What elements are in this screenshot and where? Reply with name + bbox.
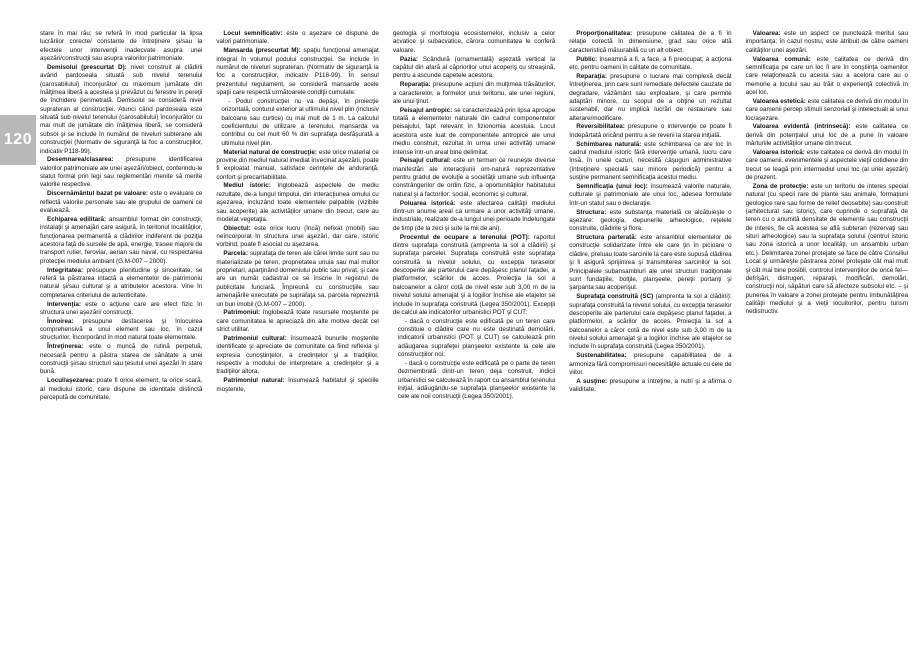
text-column (216, 30, 378, 640)
glossary-term: Reparaţia: (576, 72, 608, 80)
glossary-definition: este calitatea ce derivă din modul în care oamenii percep stimuli senzoriali şi intelectuali ai unui loc/aşezare. (745, 97, 909, 122)
glossary-entry (40, 64, 202, 156)
text-column (40, 30, 202, 640)
glossary-definition: se caracterizează prin lipsa aproape totală a elementelor naturale din cadrul componentelor peisajului, fapt relevant în fizionomia acestuia. Locul acestora este luat de componentele antropice ale unui mediu construit, rezultat în urma unei activităţi umane intense într-un areal bine delimitat. (392, 106, 556, 156)
glossary-term: Reversibilitatea: (576, 123, 625, 131)
glossary-term: Valoarea estetică: (752, 97, 806, 105)
glossary-entry (40, 267, 202, 300)
glossary-definition: - dacă o construcţie este edificată pe un teren care constituie o clădire care nu este destinată demolării, indicatorii urbanistici (POT şi CUT) se calculează prin adăugarea suprafeţei planşeelor existente la cele ale construcţiilor noi; (397, 317, 556, 359)
text-column (746, 30, 908, 640)
glossary-entry (216, 98, 378, 148)
glossary-term: Locul semnificativ: (223, 30, 283, 37)
glossary-entry (569, 141, 731, 183)
glossary-term: Peisajul antropic: (399, 106, 453, 114)
glossary-term: Valoarea istorică: (752, 149, 805, 157)
glossary-definition: presupune plenitudine şi sinceritate, se referă la păstrarea intactă a elementelor de patrimoniu natural şi/sau cultural şi a atributelor acestora. Vine în completarea criteriului de autenticitate. (40, 266, 203, 299)
glossary-definition: presupune acţiuni din mulţimea trăsăturilor, a caracterelor, a formelor unui teritoriu, ale unei regiuni, ale unui ţinut. (392, 81, 556, 105)
glossary-entry (746, 98, 908, 123)
glossary-entry (746, 149, 908, 182)
glossary-term: Locul/aşezarea: (47, 377, 95, 385)
glossary-entry (569, 56, 731, 73)
glossary-term: Structura parterată: (576, 234, 637, 242)
glossary-definition: înseamnă a fi, a face, a fi preocupat, a acţiona etc. pentru oameni în calitate de comunitate. (569, 55, 732, 71)
glossary-entry (216, 47, 378, 97)
glossary-term: Obiectul: (223, 224, 251, 232)
glossary-entry (393, 107, 555, 157)
glossary-definition: presupune a întreţine, a nutri şi a afirma o validitate. (569, 377, 732, 394)
glossary-entry (216, 182, 378, 224)
glossary-term: Peisajul cultural: (399, 157, 451, 165)
glossary-entry (216, 225, 378, 250)
glossary-definition: este un teritoriu de interes special natural (cu specii rare de plante sau animale, formaţiuni geologice rare sau forme de relief deosebite) sau construit (arhitectural sau istoric), care cuprinde o suprafaţă de teren cu o anumită densitate de elemente sau construcţii de interes, fie că acestea se află subteran (rezervaţi sau situri arheologice) sau la suprafaţa solului (centrul istoric sau zona istorică a unor localităţi, un ansamblu urban etc.). Delimitarea zonei protejate se face de către Consiliul Local şi urmăreşte păstrarea zonei protejate cât mai mult şi cât mai bine posibil, controlul intervenţiilor de orice fel—defrişări, distrugeri, reparaţii, modificări, demolări, construcţii noi, săpături care să afecteze subsolul etc. – şi punerea în valoare a zonei protejate pentru îmbunătăţirea calităţii mediului şi a vieţii locuitorilor, pentru turism nedistructiv. (745, 182, 909, 316)
glossary-term: Procentul de ocupare a terenului (POT): (399, 233, 530, 241)
glossary-definition: este un termen ce reuneşte diverse manifestări ale interacţiunii om-natură reprezentative pentru gradul de evoluţie a societăţii umane sub influenţa constrângerilor de ordin fizic, a oportunităţilor habitatului natural şi a factorilor: social, economic şi cultural. (392, 157, 556, 198)
glossary-definition: spaţiu funcţional amenajat integral în volumul podului construcţiei. Se include în numărul de niveluri suprateran. (Normativ de siguranţă la foc a construcţiilor, indicativ P118-99). În sensul prezentului regulament, se consideră mansarde acele spaţii care respectă următoarele condiţii cumulate: (216, 47, 379, 97)
glossary-entry (393, 318, 555, 360)
glossary-entry (569, 183, 731, 208)
glossary-term: Structura: (576, 208, 607, 216)
glossary-definition: este calitatea ce derivă din potenţialul unui loc de a pune în valoare mărturiile activităţilor umane din trecut. (745, 123, 909, 148)
glossary-term: Întreţinerea: (47, 343, 84, 351)
text-columns (40, 30, 908, 640)
glossary-term: Poluarea istorică: (399, 199, 456, 207)
glossary-definition: presupune o lucrare mai complexă decât întreţinerea, prin care sunt remediate defectele cauzate de degradare, văzământ sau exploatare, şi care permite adaptări minore, cu scopul de a obţine un rezultat sustenabil, dar nu implică lucrări de restaurare sau alterare/modificare. (569, 72, 732, 122)
glossary-entry (216, 30, 378, 47)
glossary-definition: geologia şi morfologia ecosistemelor, inclusiv a celor acvatice şi subacvatice, cărora comunitatea le conferă valoare. (392, 30, 556, 54)
glossary-definition: însumează bunurile moştenite identificate şi apreciate de comunitate ca fiind reflexia şi expresia cunoştinţelor, a credinţelor şi a tradiţiilor, respectiv a modului de interpretare a credinţelor şi a tradiţiilor altora. (216, 334, 379, 376)
text-column (569, 30, 731, 640)
glossary-definition: presupune capabilitatea de a armoniza fără compromisuri necesităţile actuale cu cele de viitor. (569, 352, 732, 376)
glossary-definition: este o aşezare ce dispune de valori patrimoniale. (216, 30, 379, 46)
glossary-term: Desemnarea/clasarea: (47, 156, 114, 164)
glossary-definition: înglobează aspectele de mediu rezultate, de-a lungul timpului, din interacţiunea omului cu aşezarea, incluzând toate elementele palpabile (vizibile sau acoperite) ale activităţilor umane din trecut, care au modelat vegetaţia. (216, 182, 379, 223)
text-column (393, 30, 555, 640)
glossary-entry (216, 377, 378, 394)
glossary-term: Reparaţia: (399, 81, 431, 89)
glossary-term: Patrimoniul natural: (223, 377, 285, 385)
glossary-entry (40, 318, 202, 343)
glossary-definition: - Podul construcţiei nu va depăşi, în proiecţie orizontală, conturul exterior al utlimului nivel plin (inclusiv balcoane sau curtice) cu mai mult de 1 m. La calculul coeficientului de utilizare a terenului, mansarda va contribui cu cel mult 60 % din suprafaţa desfăşurată a ultimului nivel plin. (221, 97, 379, 147)
glossary-term: Semnificaţia (unui loc): (576, 182, 648, 190)
glossary-term: Patrimoniul: (223, 309, 261, 317)
glossary-entry (216, 335, 378, 377)
glossary-definition: nivel construit al clădirii având pardoseala situată sub nivelul terenului (carosabilului) înconjurător cu maximum jumătate din înălţimea liberă a acesteia şi prevăzut cu ferestre în pereţii de închidere perimetrală. Demisolul se consideră nivel suprateran al construcţiei. Atunci când pardoseala este situată sub nivelul terenului (carosabilului) înconjurător cu mai mult de jumătate din înălţimea liberă, se consideră subsol şi se include în numărul de niveluri subterane ale construcţiei (Normativ de siguranţă la foc a construcţiilor, indicativ P118-99). (40, 63, 203, 155)
glossary-entry (40, 301, 202, 318)
glossary-term: Zona de protecţie: (752, 182, 809, 190)
glossary-entry (216, 250, 378, 309)
glossary-definition: ansamblul format din construcţii, instalaţii şi amenajări care asigură, în teritoriul localităţilor, funcţionarea permanentă a clădirilor indiferent de poziţia acestora faţă de sursele de apă, energie, trasee majore de transport rutier, feroviar, aerian sau naval, cu respectarea protecţiei mediului ambiant (G.M-007 – 2000). (40, 215, 203, 265)
glossary-definition: este afectarea calităţii mediului dintr-un anume areal ca urmare a unor activităţi umane, industriale, realizate de-a lungul unei perioade îndelungate de timp (de la zeci şi sute la mii de ani). (392, 199, 556, 232)
glossary-entry (569, 352, 731, 377)
glossary-entry (746, 56, 908, 98)
glossary-entry (216, 309, 378, 334)
glossary-entry (393, 200, 555, 233)
glossary-term: Sustenabilitatea: (576, 352, 627, 360)
glossary-definition: este un aspect ce punctează meritul sau importanţa; în cazul nostru, este atribuit de către oameni calităţilor unei aşezări. (745, 30, 909, 54)
glossary-term: Public: (576, 55, 598, 63)
glossary-definition: stare în mai rău; se referă în mod particular la lipsa lucrărilor corecte/ constante de întreţinere şi/sau la efectele unor intervenţii inadecvate asupra unei aşezări/construcţii sau asupra valorilor patrimoniale. (40, 30, 203, 63)
glossary-entry (40, 343, 202, 376)
glossary-definition: poate fi orice element, la orice scară, al mediului istoric, care dispune de identitate distinctă percepută de comunitate. (40, 377, 203, 401)
glossary-term: Valoarea comună: (752, 55, 811, 63)
glossary-term: Echiparea edilitară: (47, 215, 107, 223)
glossary-entry (569, 234, 731, 293)
glossary-entry (393, 56, 555, 81)
glossary-definition: este calitatea ce derivă din semnificaţia pe care un loc îl are în conştiinţa oamenilor care relaţionează cu acesta sau a acelora care au o memorie a locului sau au trăit o experienţă colectivă în acel loc. (745, 55, 909, 97)
glossary-entry (393, 234, 555, 318)
glossary-entry (393, 157, 555, 199)
glossary-definition: presupune calitatea de a fi în relaţie corectă în dimensiune, grad sau orice altă caracteristică măsurabilă cu un alt obiect. (569, 30, 732, 54)
glossary-definition: este o evaluare ce reflectă valorile personale sau ale grupului de oameni ce evaluează. (40, 190, 203, 215)
glossary-definition: raportul dintre suprafaţa construită (amprenta la sol a clădirii) şi suprafaţa parcelei. Suprafaţa construită este suprafaţa construită la nivelul solului, cu excepţia teraselor descoperite ale parterului care depăşesc planul faţadei, a platformelor, scărilor de acces. Proiecţia la sol a balcoanelor a căror cotă de nivel este sub 3,00 m de la nivelul solului amenajat şi a logiilor închise ale etajelor se include în suprafaţa construită (Legea 350/2001). Excepţii de calcul ale indicatorilor urbanistici POT şi CUT: (392, 233, 556, 316)
glossary-entry (569, 378, 731, 395)
glossary-term: A susţine: (576, 377, 608, 385)
glossary-term: Mansarda (prescurtat M): (223, 47, 301, 55)
glossary-entry (746, 123, 908, 148)
glossary-entry (393, 81, 555, 106)
glossary-entry (216, 149, 378, 182)
page-number: 120 (0, 115, 36, 165)
glossary-term: Mediul istoric: (223, 182, 271, 190)
glossary-entry (569, 123, 731, 140)
glossary-term: Integritatea: (47, 266, 84, 274)
glossary-entry (40, 190, 202, 215)
glossary-term: Parcela: (223, 250, 248, 258)
glossary-term: Patrimoniul cultural: (223, 334, 287, 342)
glossary-entry (569, 30, 731, 55)
glossary-term: Pazia: (399, 55, 419, 63)
glossary-entry (40, 216, 202, 266)
glossary-entry (569, 209, 731, 234)
glossary-entry (40, 30, 202, 63)
glossary-term: Înnoirea: (47, 317, 74, 325)
glossary-term: Discernământul bazat pe valoare: (47, 190, 148, 198)
glossary-definition: presupune o intervenţie ce poate fi îndepărtată oricând pentru a se reveni la starea iniţială. (569, 123, 732, 139)
glossary-entry (746, 183, 908, 317)
glossary-entry (569, 73, 731, 123)
glossary-definition: este o muncă de rutină perpetuă, necesară pentru a păstra starea de sănătate a unei construcţii şi/sau structuri sau ţesutul unei aşezări în stare bună. (40, 343, 203, 376)
glossary-term: Valoarea evidentă (intrinsecă): (752, 123, 851, 131)
glossary-definition: însumează valorile naturale, culturale şi patrimoniale ale unui loc, adesea formulate într-un statut sau o declaraţie. (569, 182, 732, 207)
glossary-entry (746, 30, 908, 55)
glossary-definition: presupune identificarea valorilor patrimoniale ale unei aşezări/obiect, conferindu-le statut formal prin legi sau reglementări menite să merite valorile respective. (40, 156, 203, 189)
glossary-definition: înglobează toate resursele moştenite pe care comunitatea le apreciază din alte motive decât cel strict utilitar. (216, 309, 379, 334)
glossary-definition: presupune desfacerea şi înlocuirea comprehensivă a unui element sau loc, în cazul structurilor, încorporând în mod natural toate elementele. (40, 317, 203, 342)
glossary-definition: este o acţiune care are efect fizic în structura unei aşezări/ construcţii. (40, 300, 203, 316)
glossary-entry (40, 156, 202, 189)
glossary-term: Material natural de construcţie: (223, 148, 317, 156)
glossary-entry (393, 360, 555, 402)
glossary-entry (393, 30, 555, 55)
glossary-definition: este orice material ce provine din mediul natural imediat învecinat aşezării, poate fi exploatat manual, satisface cerinţele de anduranţă, confort şi precaritabilitate. (216, 148, 379, 181)
glossary-definition: este ansamblul elementelor de construcţie solidarizate între ele care ţin în picioare o clădire, preluau toate sarcinile la care este supusă clădirea şi îi asigură sprijinirea şi transmiterea sarcinilor la sol. Principalele subansambluri ale unei structuri tradiţionale sunt fundaţiile, bolţile, planşeele, pereţii portanţi şi şarpanta sau acoperişul. (569, 234, 732, 292)
glossary-term: Valoarea: (752, 30, 781, 37)
glossary-entry (569, 293, 731, 352)
glossary-definition: însumează habitatul şi speciile moştenite, (216, 377, 379, 393)
glossary-definition: este calitatea ce derivă din modul în care oamenii, evenimentele şi aspectele vieţii cotidiene din trecut se leagă prin intermediul unui loc (al unei aşezări) de prezent. (745, 149, 909, 182)
glossary-definition: este orice lucru (încă) nefixat (mobil) sau neîncorporat în structura unei aşezări, dar care, istoric vorbind, poate fi asociat cu aşezarea. (216, 224, 379, 249)
glossary-definition: Scândură (ornamentală) aşezată vertical la capătul din afară al căpriorilor unui acoperiş cu streaşină, pentru a ascunde capetele acestora. (392, 55, 556, 80)
glossary-entry (40, 377, 202, 402)
glossary-definition: - dacă o construcţie este edificată pe o parte de teren dezmembrată dintr-un teren deja construit, indicii urbanistici se calculează în raport cu ansamblul terenului iniţial, adăugându-se suprafaţa planşeelor existente la cele ale noii construcţii (Legea 350/2001). (397, 360, 556, 401)
glossary-definition: este schimbarea ce are loc în cadrul mediului istoric fără intervenţie umană, lucru care însă, în unele cazuri, necesită câşuguri administrative (întreţinere specială sau minore periodică) pentru a susţine permanent semnificaţia acestui mediu. (569, 140, 732, 182)
glossary-definition: suprafaţa de teren ale cărei limite sunt sau nu materializate pe teren, proprietatea unuia sau mai multor proprietari, aparţinând domeniului public sau privat, şi care are un număr cadastral ce se înscrie în registrul de publicitate funciară. Împreună cu construcţiile sau amenajările executate pe suprafaţa sa, parcela reprezintă un bun imobil (G.M-007 – 2000). (216, 250, 379, 308)
glossary-definition: (amprenta la sol a clădirii): suprafaţa construită la nivelul solului, cu excepţia teraselor descoperite ale parterului care depăşesc planul faţadei, a platformelor, a scărilor de acces. Proiecţia la sol a balcoanelor a căror cotă de nivel este sub 3,00 m de la nivelul solului amenajat şi a logiilor închise ale etajelor se include în suprafaţa construită (Legea 350/2001). (569, 293, 732, 351)
glossary-term: Suprafaţa construită (SC) (576, 293, 654, 301)
glossary-term: Schimbarea naturală: (576, 140, 642, 148)
glossary-definition: este substanţa materială ce alcătuieşte o aşezare: geologia, depunerile arheologice, reţelele construite, clădirile şi flora. (569, 208, 732, 233)
glossary-term: Demisolul (prescurtat D): (47, 63, 127, 71)
glossary-term: Proporţionalitatea: (576, 30, 633, 37)
glossary-term: Intervenţia: (47, 300, 81, 308)
